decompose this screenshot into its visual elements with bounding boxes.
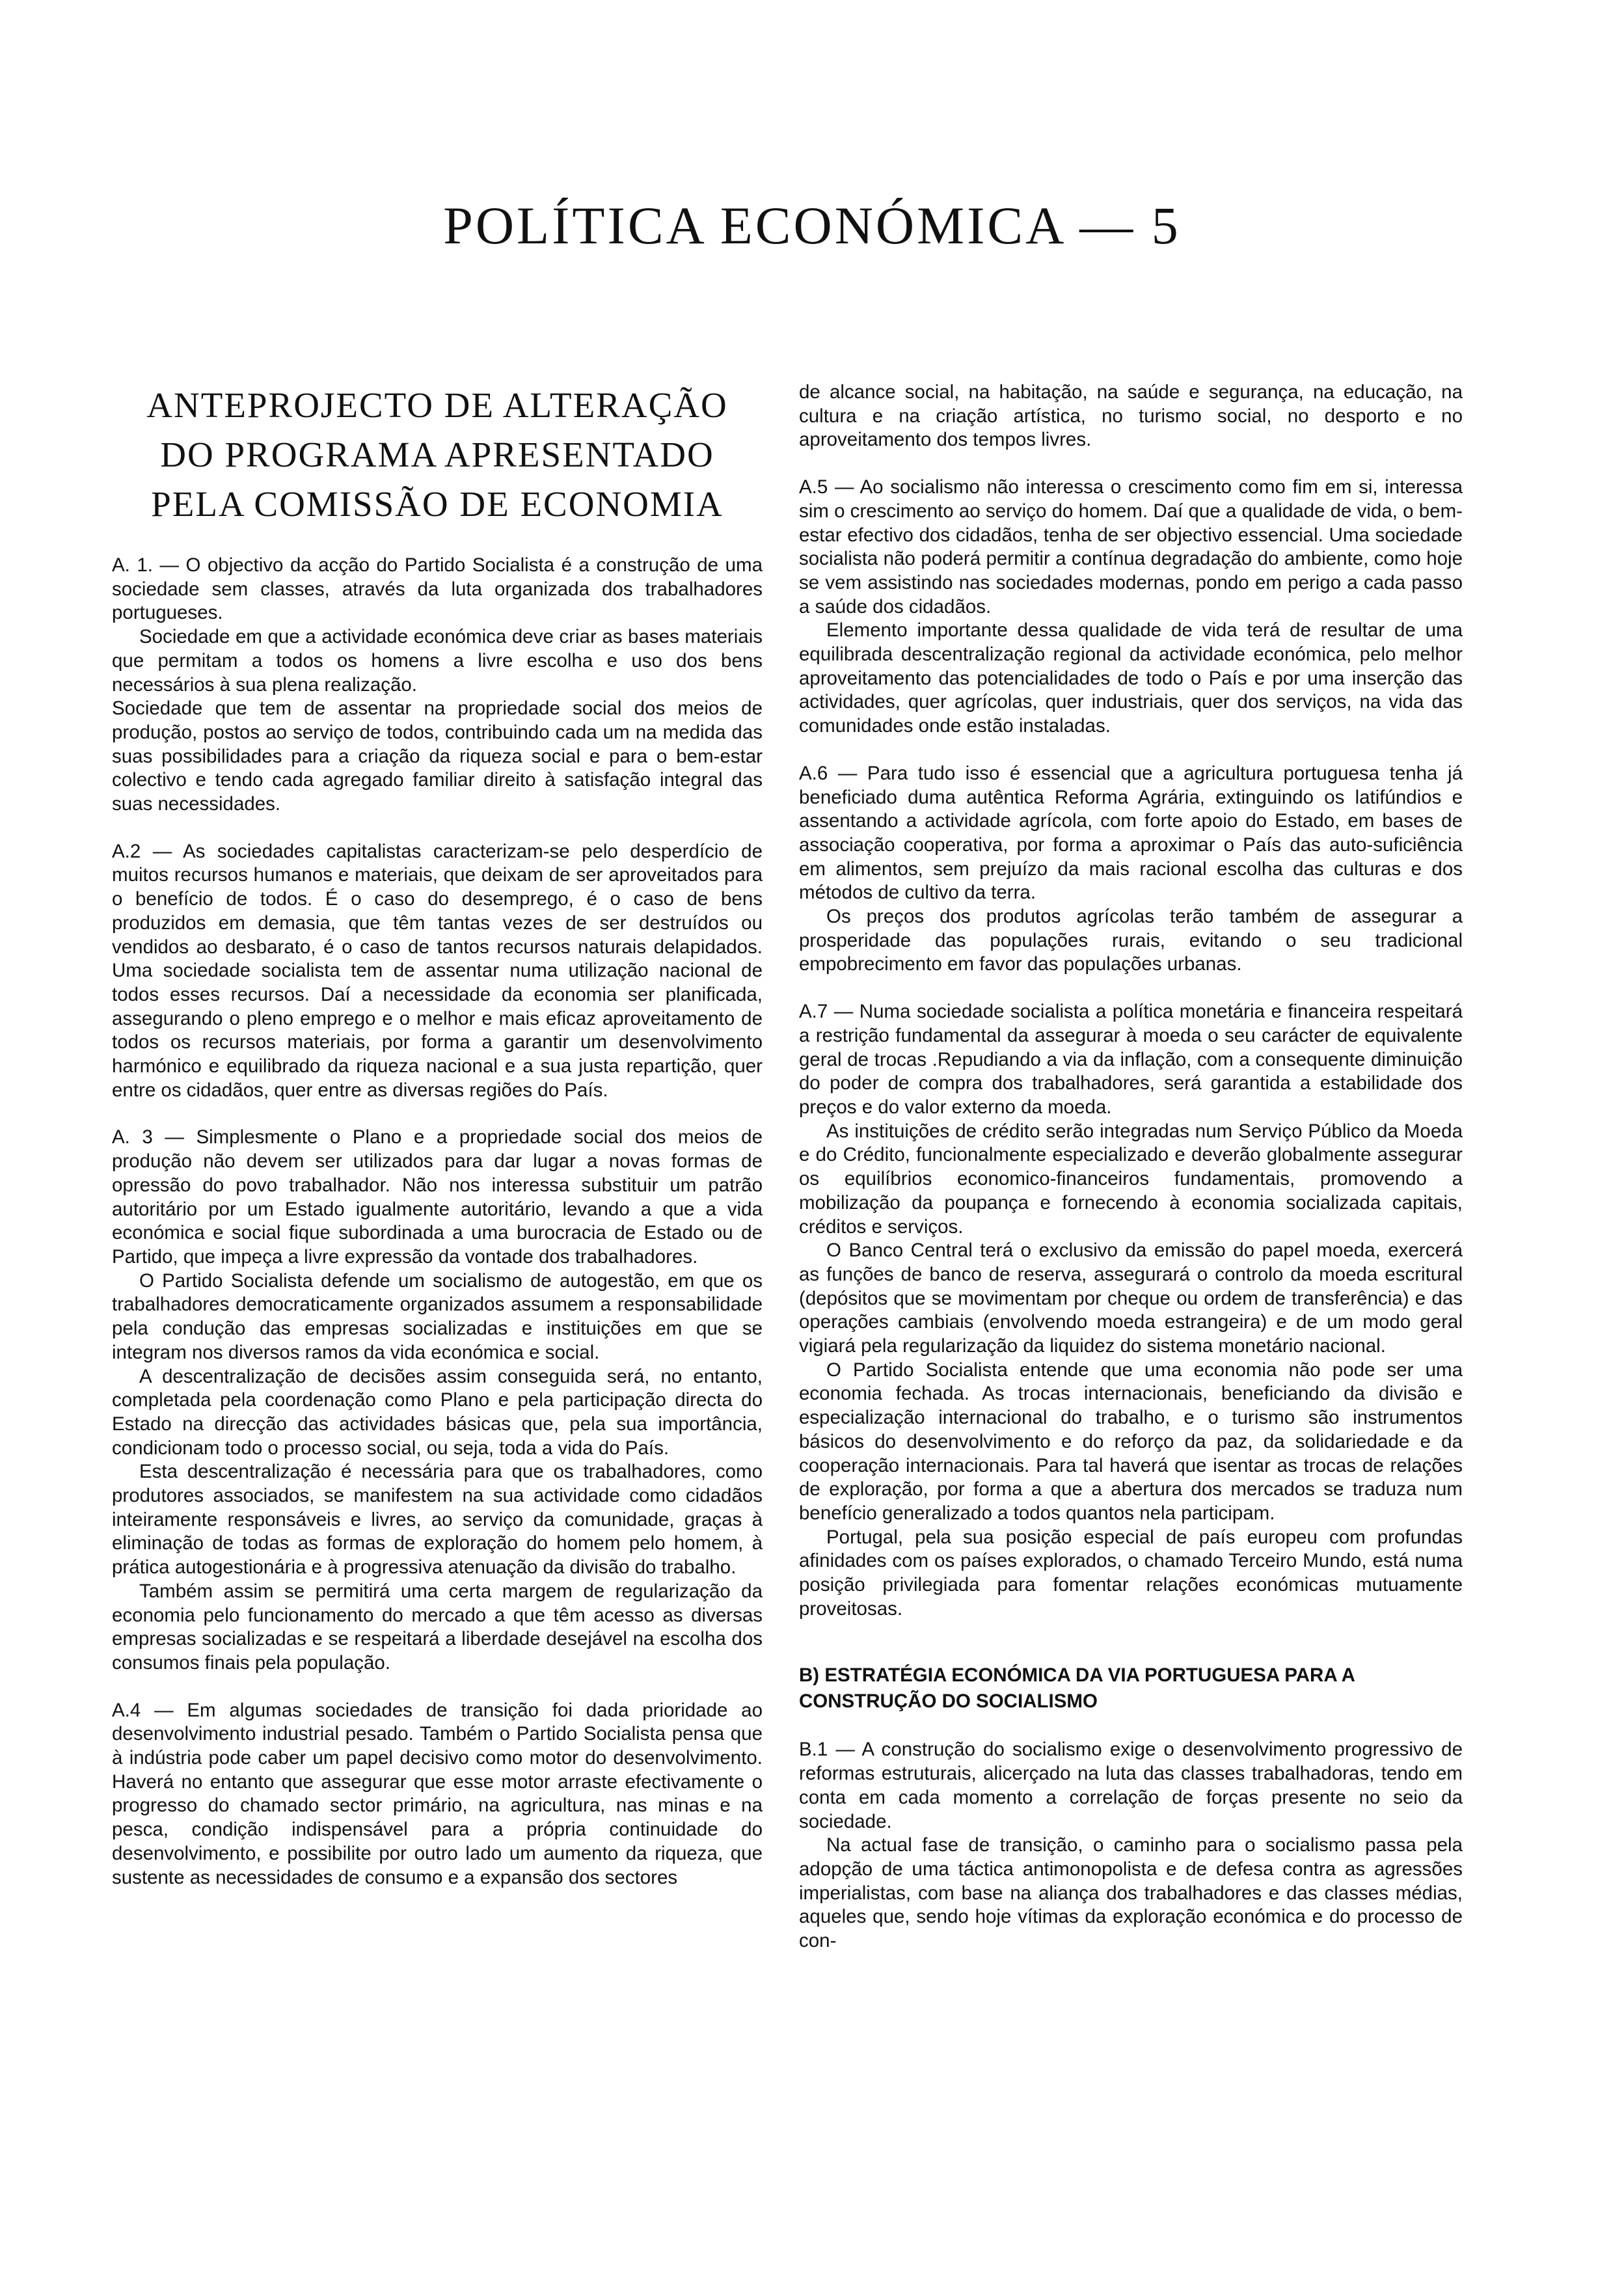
- left-column: [112, 381, 763, 1890]
- paragraph: O Partido Socialista defende um socialismo de autogestão, em que os trabalhadores democraticamente organizados assumem a responsabilidade pela condução das empresas socializadas e instituições em que se integram nos diversos ramos da vida económica e social.: [112, 1269, 763, 1363]
- paragraph: A. 1. — O objectivo da acção do Partido Socialista é a construção de uma sociedade sem classes, através da luta organizada dos trabalhadores portugueses.: [112, 554, 763, 624]
- paragraph: Esta descentralização é necessária para que os trabalhadores, como produtores associados, se manifestem na sua actividade como cidadãos inteiramente responsáveis e livres, ao serviço da comunidade, graças à eliminação de todas as formas de exploração do homem pelo homem, à prática autogestionária e à progressiva atenuação da divisão do trabalho.: [112, 1461, 763, 1579]
- paragraph: A.6 — Para tudo isso é essencial que a agricultura portuguesa tenha já beneficiado duma autêntica Reforma Agrária, extinguindo os latifúndios e assentando a actividade agrícola, com forte apoio do Estado, em bases de associação cooperativa, por forma a aproximar o País das auto-suficiência em alimentos, sem prejuízo da mais racional escolha das culturas e dos métodos de cultivo da terra.: [799, 762, 1463, 904]
- document-heading-line: DO PROGRAMA APRESENTADO: [160, 435, 714, 474]
- right-column: [799, 381, 1463, 1953]
- paragraph: As instituições de crédito serão integradas num Serviço Público da Moeda e do Crédito, funcionalmente especializado e deverão globalmente assegurar os equilíbrios economico-financeiros fundamentais, promovendo a mobilização da poupança e fornecendo à economia socializada capitais, créditos e serviços.: [799, 1120, 1463, 1238]
- document-heading: [112, 381, 763, 529]
- paragraph: Portugal, pela sua posição especial de país europeu com profundas afinidades com os países explorados, o chamado Terceiro Mundo, está numa posição privilegiada para fomentar relações económicas mutuamente proveitosas.: [799, 1526, 1463, 1620]
- section-b-heading: B) ESTRATÉGIA ECONÓMICA DA VIA PORTUGUESA PARA A CONSTRUÇÃO DO SOCIALISMO: [799, 1664, 1355, 1713]
- page-title: POLÍTICA ECONÓMICA — 5: [443, 196, 1181, 255]
- paragraph: Elemento importante dessa qualidade de vida terá de resultar de uma equilibrada descentralização regional da actividade económica, pelo melhor aproveitamento das potencialidades de todo o País e por uma inserção das actividades, quer agrícolas, quer industriais, quer dos serviços, na vida das comunidades onde estão instaladas.: [799, 619, 1463, 737]
- document-heading-line: ANTEPROJECTO DE ALTERAÇÃO: [146, 385, 728, 425]
- paragraph: O Banco Central terá o exclusivo da emissão do papel moeda, exercerá as funções de banco de reserva, assegurará o controlo da moeda escritural (depósitos que se movimentam por cheque ou ordem de transferência) e das operações cambiais (envolvendo moeda estrangeira) e de um modo geral vigiará pela regularização da liquidez do sistema monetário nacional.: [799, 1240, 1463, 1357]
- paragraph: A descentralização de decisões assim conseguida será, no entanto, completada pela coordenação como Plano e pela participação directa do Estado na direcção das actividades básicas que, pela sua importância, condicionam todo o processo social, ou seja, toda a vida do País.: [112, 1365, 763, 1459]
- paragraph: Sociedade que tem de assentar na propriedade social dos meios de produção, postos ao serviço de todos, contribuindo cada um na medida das suas possibilidades para a criação da riqueza social e para o bem-estar colectivo e tendo cada agregado familiar direito à satisfação integral das suas necessidades.: [112, 698, 763, 815]
- paragraph: A.4 — Em algumas sociedades de transição foi dada prioridade ao desenvolvimento industrial pesado. Também o Partido Socialista pensa que à indústria pode caber um papel decisivo como motor do desenvolvimento. Haverá no entanto que assegurar que esse motor arraste efectivamente o progresso do chamado sector primário, na agricultura, nas minas e na pesca, condição indispensável para a própria continuidade do desenvolvimento, e possibilite por outro lado um aumento da riqueza, que sustente as necessidades de consumo e a expansão dos sectores: [112, 1699, 763, 1888]
- left-paragraphs: [112, 554, 763, 1890]
- document-heading-line: PELA COMISSÃO DE ECONOMIA: [151, 484, 724, 524]
- paragraph: de alcance social, na habitação, na saúde e segurança, na educação, na cultura e na criação artística, no turismo social, no desporto e no aproveitamento dos tempos livres.: [799, 381, 1463, 451]
- paragraph: A. 3 — Simplesmente o Plano e a propriedade social dos meios de produção não devem ser utilizados para dar lugar a novas formas de opressão do povo trabalhador. Não nos interessa substituir um patrão autoritário por um Estado igualmente autoritário, levando a que a vida económica e social fique subordinada a uma burocracia de Estado ou de Partido, que impeça a livre expressão da vontade dos trabalhadores.: [112, 1126, 763, 1268]
- paragraph: A.7 — Numa sociedade socialista a política monetária e financeira respeitará a restrição fundamental da assegurar à moeda o seu carácter de equivalente geral de trocas .Repudiando a via da inflação, com a consequente diminuição do poder de compra dos trabalhadores, será garantida a estabilidade dos preços e do valor externo da moeda.: [799, 1001, 1463, 1118]
- right-paragraphs-b: [799, 1738, 1463, 1953]
- right-paragraphs: [799, 381, 1463, 1621]
- paragraph: Os preços dos produtos agrícolas terão também de assegurar a prosperidade das populações rurais, evitando o seu tradicional empobrecimento em favor das populações urbanas.: [799, 906, 1463, 975]
- paragraph: Sociedade em que a actividade económica deve criar as bases materiais que permitam a todos os homens a livre escolha e uso dos bens necessários à sua plena realização.: [112, 626, 763, 696]
- paragraph: O Partido Socialista entende que uma economia não pode ser uma economia fechada. As trocas internacionais, beneficiando da divisão e especialização internacional do trabalho, e o turismo são instrumentos básicos do desenvolvimento e do reforço da paz, da solidariedade e da cooperação internacionais. Para tal haverá que isentar as trocas de relações de exploração, por forma a que a abertura dos mercados se traduza num benefício generalizado a todos quantos nela participam.: [799, 1359, 1463, 1524]
- paragraph: A.5 — Ao socialismo não interessa o crescimento como fim em si, interessa sim o crescimento ao serviço do homem. Daí que a qualidade de vida, o bem-estar efectivo dos cidadãos, tenha de ser objectivo essencial. Uma sociedade socialista não poderá permitir a contínua degradação do ambiente, como hoje se vem assistindo nas sociedades modernas, pondo em perigo a cada passo a saúde dos cidadãos.: [799, 476, 1463, 618]
- paragraph: Também assim se permitirá uma certa margem de regularização da economia pelo funcionamento do mercado a que têm acesso as diversas empresas socializadas e se respeitará a liberdade desejável na escolha dos consumos finais pela população.: [112, 1580, 763, 1674]
- paragraph: B.1 — A construção do socialismo exige o desenvolvimento progressivo de reformas estruturais, alicerçado na luta das classes trabalhadoras, tendo em conta em cada momento a correlação de forças presente no seio da sociedade.: [799, 1739, 1463, 1832]
- paragraph: Na actual fase de transição, o caminho para o socialismo passa pela adopção de uma táctica antimonopolista e de defesa contra as agressões imperialistas, com base na aliança dos trabalhadores e das classes médias, aqueles que, sendo hoje vítimas da exploração económica e do processo de con-: [799, 1834, 1463, 1952]
- paragraph: A.2 — As sociedades capitalistas caracterizam-se pelo desperdício de muitos recursos humanos e materiais, que deixam de ser aproveitados para o benefício de todos. É o caso do desemprego, é o caso de bens produzidos em demasia, que têm tantas vezes de ser destruídos ou vendidos ao desbarato, é o caso de tantos recursos naturais delapidados. Uma sociedade socialista tem de assentar numa utilização nacional de todos esses recursos. Daí a necessidade da economia ser planificada, assegurando o pleno emprego e o melhor e mais eficaz aproveitamento de todos os recursos materiais, por forma a garantir um desenvolvimento harmónico e equilibrado da riqueza nacional e a sua justa repartição, quer entre os cidadãos, quer entre as diversas regiões do País.: [112, 840, 763, 1101]
